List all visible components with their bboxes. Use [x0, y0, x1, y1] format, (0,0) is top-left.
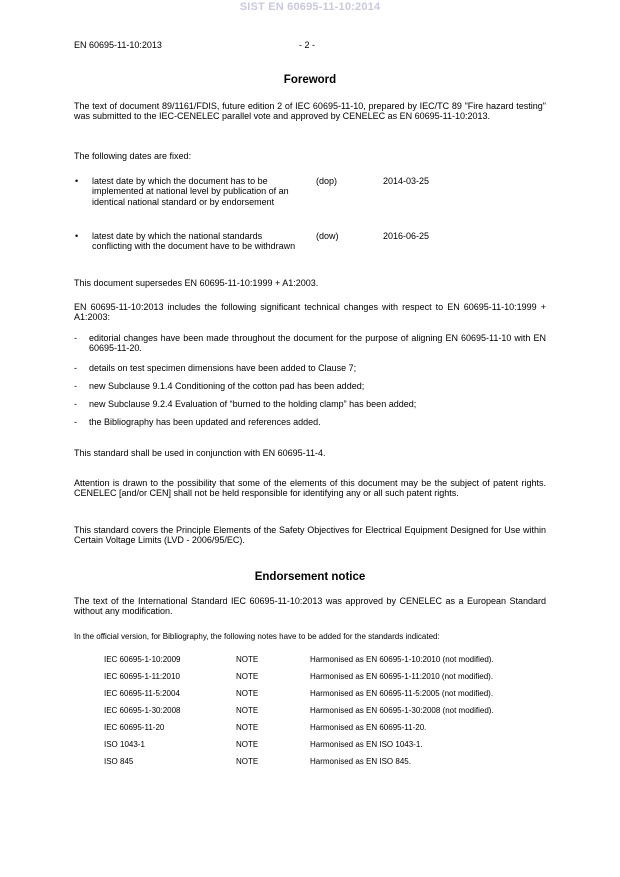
reference-harmonised: Harmonised as EN 60695-1-10:2010 (not modified). [310, 655, 494, 664]
reference-note: NOTE [236, 706, 259, 715]
reference-harmonised: Harmonised as EN 60695-11-20. [310, 723, 427, 732]
change-text: new Subclause 9.1.4 Conditioning of the cotton pad has been added; [89, 381, 365, 391]
bibliography-note: In the official version, for Bibliography, the following notes have to be added for the standards indicated: [74, 632, 440, 641]
change-text: editorial changes have been made throughout the document for the purpose of aligning EN 60695-11-10 with EN 60695-11-20. [89, 333, 546, 354]
date-item-text: latest date by which the document has to be implemented at national level by publication of an identical national standard or by endorsement [92, 176, 289, 207]
reference-harmonised: Harmonised as EN 60695-11-5:2005 (not modified). [310, 689, 494, 698]
conjunction-text: This standard shall be used in conjunction with EN 60695-11-4. [74, 448, 326, 458]
reference-harmonised: Harmonised as EN 60695-1-30:2008 (not modified). [310, 706, 494, 715]
foreword-title: Foreword [283, 74, 337, 86]
date-item-abbr: (dop) [316, 176, 338, 186]
endorsement-text: The text of the International Standard IEC 60695-11-10:2013 was approved by CENELEC as a European Standard without any modification. [74, 596, 546, 617]
foreword-intro: The text of document 89/1161/FDIS, future edition 2 of IEC 60695-11-10, prepared by IEC/TC 89 "Fire hazard testing" was submitted to the IEC-CENELEC parallel vote and approved by CENELEC as EN 60695-11-10:2013. [74, 101, 546, 122]
dash-marker: - [74, 363, 77, 373]
reference-harmonised: Harmonised as EN 60695-1-11:2010 (not modified). [310, 672, 494, 681]
endorsement-title: Endorsement notice [254, 571, 366, 583]
reference-standard: IEC 60695-1-11:2010 [104, 672, 180, 681]
reference-note: NOTE [236, 740, 259, 749]
reference-standard: ISO 1043-1 [104, 740, 145, 749]
dash-marker: - [74, 381, 77, 391]
change-text: details on test specimen dimensions have been added to Clause 7; [89, 363, 357, 373]
date-item-date: 2014-03-25 [383, 176, 430, 186]
lvd-text: This standard covers the Principle Elements of the Safety Objectives for Electrical Equipment Designed for Use within Certain Voltage Limits (LVD - 2006/95/EC). [74, 525, 546, 546]
reference-note: NOTE [236, 672, 259, 681]
bullet-marker: • [75, 176, 79, 186]
date-item-abbr: (dow) [316, 231, 339, 241]
bullet-marker: • [75, 231, 79, 241]
reference-standard: ISO 845 [104, 757, 134, 766]
reference-note: NOTE [236, 655, 259, 664]
reference-note: NOTE [236, 723, 259, 732]
dates-intro: The following dates are fixed: [74, 151, 192, 161]
reference-standard: IEC 60695-1-10:2009 [104, 655, 181, 664]
change-text: new Subclause 9.2.4 Evaluation of “burned to the holding clamp” has been added; [89, 399, 417, 409]
dash-marker: - [74, 417, 77, 427]
dash-marker: - [74, 333, 77, 343]
reference-standard: IEC 60695-1-30:2008 [104, 706, 181, 715]
changes-intro: EN 60695-11-10:2013 includes the following significant technical changes with respect to EN 60695-11-10:1999 + A1:2003: [74, 302, 546, 323]
reference-standard: IEC 60695-11-20 [104, 723, 165, 732]
reference-harmonised: Harmonised as EN ISO 1043-1. [310, 740, 423, 749]
reference-harmonised: Harmonised as EN ISO 845. [310, 757, 411, 766]
reference-note: NOTE [236, 757, 259, 766]
date-item-date: 2016-06-25 [383, 231, 430, 241]
watermark: SIST EN 60695-11-10:2014 [239, 1, 381, 13]
header-doc-code: EN 60695-11-10:2013 [74, 40, 162, 50]
change-text: the Bibliography has been updated and references added. [89, 417, 321, 427]
reference-note: NOTE [236, 689, 259, 698]
patent-text: Attention is drawn to the possibility that some of the elements of this document may be the subject of patent rights. CENELEC [and/or CEN] shall not be held responsible for identifying any or all such patent rights. [74, 478, 546, 499]
date-item-text: latest date by which the national standards conflicting with the document have to be withdrawn [92, 231, 296, 252]
header-page-number: - 2 - [299, 40, 316, 50]
dash-marker: - [74, 399, 77, 409]
supersedes-text: This document supersedes EN 60695-11-10:1999 + A1:2003. [74, 278, 319, 288]
reference-standard: IEC 60695-11-5:2004 [104, 689, 180, 698]
